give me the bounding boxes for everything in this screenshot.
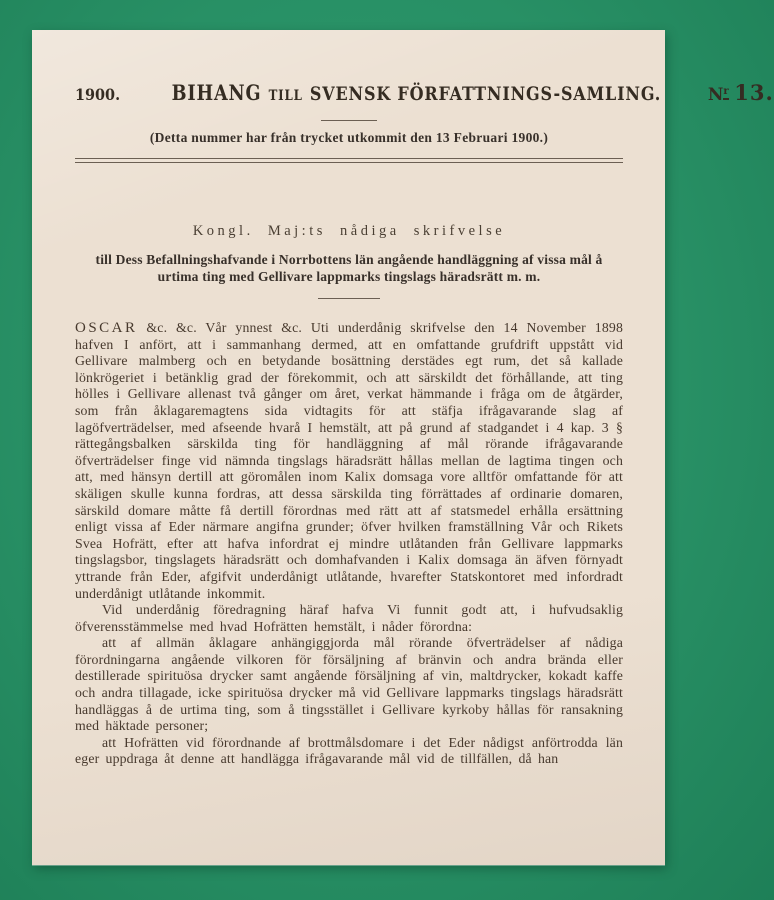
document-subtitle: till Dess Befallningshafvande i Norrbottens län angående handläggning af vissa mål å urtima ting med Gellivare lappmarks tingslags häradsrätt m. m. (95, 252, 603, 284)
document-page (32, 30, 774, 865)
masthead-title-word2: TILL (268, 88, 303, 104)
masthead (75, 80, 774, 105)
masthead-divider-rule (321, 120, 377, 121)
issue-number-value: 13. (734, 80, 774, 105)
paragraph-2: Vid underdånig föredragning häraf hafva Vi funnit godt att, i hufvudsaklig öfverensstämmelse med hvad Hofrätten hemstält, i nåder förordna: (75, 602, 623, 634)
masthead-year: 1900. (75, 85, 121, 104)
paragraph-3: att af allmän åklagare anhängiggjorda mål rörande öfverträdelser af nådiga förordningarna angående vilkoren för försäljning af bränvin och andra brända eller destillerade spirituösa drycker samt angående försäljning af vin, maltdrycker, kokadt kaffe och andra tillagade, icke spirituösa drycker må vid Gellivare lappmarks tingslags häradsrätt handläggas å de urtima ting, som å tingsstället i Gellivare kyrkoby hållas för ransakning med häktade personer; (75, 635, 623, 734)
masthead-issue-number (708, 80, 774, 105)
paragraph-1-text: &c. &c. Vår ynnest &c. Uti underdånig skrifvelse den 14 November 1898 hafven I anfört, att i sammanhang dermed, att en omfattande grufdrift uppstått vid Gellivare malmberg och en betydande bosättning derstädes egt rum, det så kallade lönkrögeriet i betänklig grad der förekommit, och att särskildt det förhållande, att ting hölles i Gellivare allenast två gånger om året, verkat hämmande i fråga om de åtgärder, som från åklagaremagtens sida vidtagits för att stäfja ifrågavarande slag af lagöfverträdelser, med afseende hvarå I hemstält, att på grund af stadgandet i 4 kap. 3 § rättegångsbalken särskilda ting för handläggning af mål rörande ifrågavarande öfverträdelser finge vid nämnda tingslags häradsrätt hållas mellan de lagtima tingen och att, med hänsyn dertill att göromålen inom Kalix domsaga vore alltför omfattande för att skäligen skulle kunna fordras, att dessa särskilda ting förrättades af ordinarie domaren, särskild domare måtte få dertill förordnas med rätt att af statsmedel erhålla ersättning enligt vissa af Eder närmare angifna grunder; öfver hvilken framställning Vår och Rikets Svea Hofrätt, efter att hafva infordrat ej mindre utlåtanden från Gellivare lappmarks tingslagsbor, tingslagets häradsrätt och domhafvanden i Kalix domsaga än äfven förnyadt yttrande från Eder, afgifvit underdånigt utlåtande, hvarefter Statskontoret med infordradt underdånigt utlåtande inkommit. (75, 320, 623, 601)
subtitle-divider-rule (318, 298, 380, 299)
masthead-title-word1: BIHANG (171, 80, 262, 105)
document-body (75, 320, 623, 768)
publication-notice: (Detta nummer har från trycket utkommit den 13 Februari 1900.) (149, 130, 549, 145)
royal-name: OSCAR (75, 320, 138, 336)
header-double-rule (75, 158, 623, 163)
paragraph-1 (75, 320, 623, 602)
document-title: Kongl. Maj:ts nådiga skrifvelse (192, 223, 506, 239)
issue-no-superscript: r (723, 86, 728, 100)
issue-no-abbrev: N (707, 85, 724, 105)
masthead-title (172, 80, 662, 105)
paragraph-4: att Hofrätten vid förordnande af brottmålsdomare i det Eder nådigst anförtrodda län eger uppdraga åt denne att handlägga ifrågavarande mål vid de tillfällen, då han (75, 734, 623, 767)
masthead-title-rest: SVENSK FÖRFATTNINGS-SAMLING. (310, 83, 662, 105)
